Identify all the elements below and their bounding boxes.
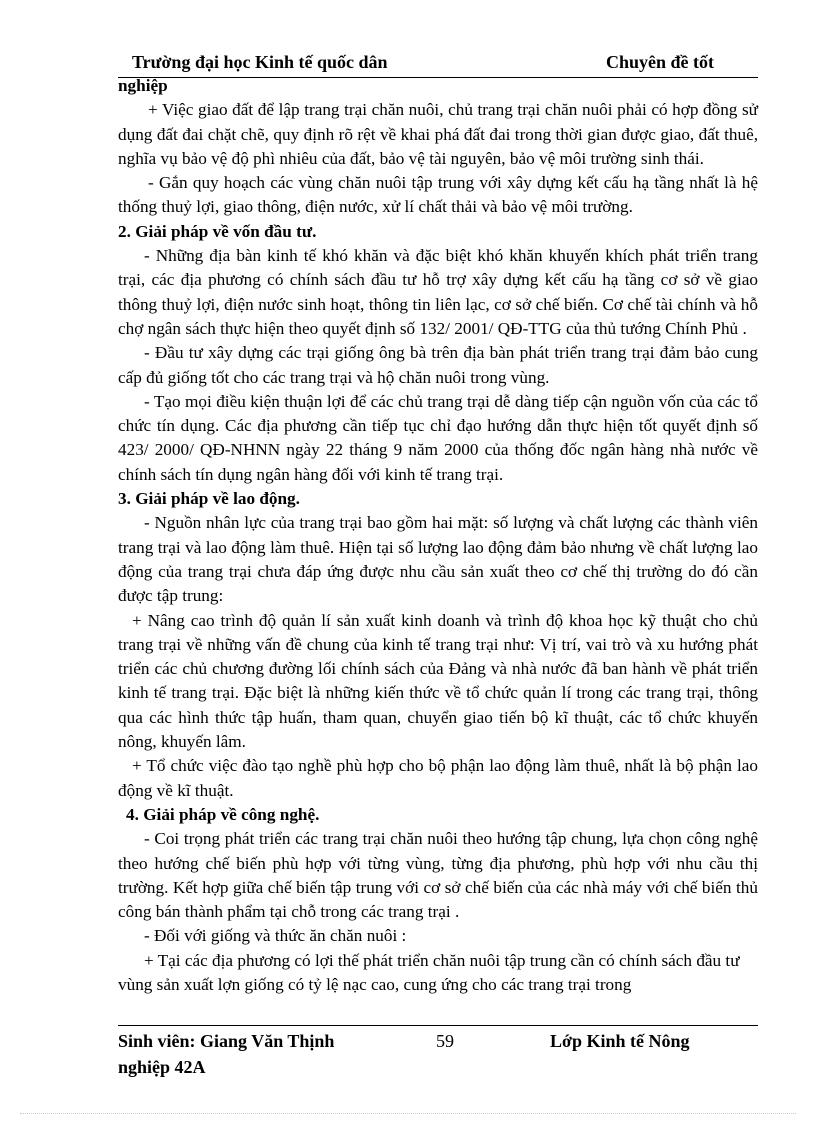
footer-divider: [118, 1025, 758, 1026]
header-university: Trường đại học Kinh tế quốc dân: [132, 52, 388, 72]
page-bottom-edge: [20, 1113, 796, 1114]
body-paragraph: + Nâng cao trình độ quản lí sản xuất kinh doanh và trình độ khoa học kỹ thuật cho chủ trang trại về những vấn đề chung của kinh tế trang trại như: Vị trí, vai trò và xu hướng phát triển các chủ chương đường lối chính sách của Đảng và nhà nước đã ban hành về phát triển kinh tế trang trại. Đặc biệt là những kiến thức về tổ chức quản lí trong các trang trại, thông qua các hình thức tập huấn, tham quan, chuyển giao tiến bộ kĩ thuật, các tổ chức khuyến nông, khuyến lâm.: [118, 610, 758, 752]
footer-student-name: Sinh viên: Giang Văn Thịnh: [118, 1031, 335, 1051]
body-paragraph: - Coi trọng phát triển các trang trại chăn nuôi theo hướng tập chung, lựa chọn công nghệ theo hướng chế biến phù hợp với từng vùng, từng địa phương, phù hợp với nhu cầu thị trường. Kết hợp giữa chế biến tập trung với cơ sở chế biến của các nhà máy với chế biến thủ công bán thành phẩm tại chỗ trong các trang trại .: [118, 829, 758, 922]
body-paragraph: + Tổ chức việc đào tạo nghề phù hợp cho bộ phận lao động làm thuê, nhất là bộ phận lao động về kĩ thuật.: [118, 756, 758, 800]
body-paragraph: - Đối với giống và thức ăn chăn nuôi :: [144, 926, 407, 946]
body-paragraph: + Việc giao đất để lập trang trại chăn nuôi, chủ trang trại chăn nuôi phải có hợp đồng sử dụng đất đai chặt chẽ, quy định rõ rệt về khai phá đất đai trong thời gian được giao, đất thuê, nghĩa vụ bảo vệ độ phì nhiêu của đất, bảo vệ tài nguyên, bảo vệ môi trường sinh thái.: [118, 100, 758, 168]
body-paragraph: - Gắn quy hoạch các vùng chăn nuôi tập trung với xây dựng kết cấu hạ tầng nhất là hệ thống thuỷ lợi, giao thông, điện nước, xử lí chất thải và bảo vệ môi trường.: [118, 173, 758, 217]
body-paragraph: - Nguồn nhân lực của trang trại bao gồm hai mặt: số lượng và chất lượng các thành viên trang trại và lao động làm thuê. Hiện tại số lượng lao động đảm bảo nhưng về chất lượng lao động của trang trại chưa đáp ứng được nhu cầu sản xuất theo cơ chế thị trường do đó cần được tập trung:: [118, 513, 758, 606]
section-heading: 4. Giải pháp về công nghệ.: [126, 804, 320, 824]
section-heading: 2. Giải pháp về vốn đầu tư.: [118, 221, 317, 241]
body-paragraph: - Đầu tư xây dựng các trại giống ông bà trên địa bàn phát triển trang trại đảm bảo cung cấp đủ giống tốt cho các trang trại và hộ chăn nuôi trong vùng.: [118, 343, 758, 387]
body-paragraph: - Tạo mọi điều kiện thuận lợi để các chủ trang trại dễ dàng tiếp cận nguồn vốn của các tổ chức tín dụng. Các địa phương cần tiếp tục chỉ đạo hướng dẫn thực hiện tốt quyết định số 423/ 2000/ QĐ-NHNN ngày 22 tháng 9 năm 2000 của thống đốc ngân hàng nhà nước về chính sách tín dụng ngân hàng đối với kinh tế trang trại.: [118, 391, 758, 484]
body-paragraph: + Tại các địa phương có lợi thế phát triển chăn nuôi tập trung cần có chính sách đầu tư vùng sản xuất lợn giống có tỷ lệ nạc cao, cung ứng cho các trang trại trong: [118, 950, 740, 994]
footer-class-continued: nghiệp 42A: [118, 1057, 206, 1077]
section-heading: 3. Giải pháp về lao động.: [118, 489, 300, 509]
document-body: [118, 74, 758, 997]
header-thesis-title: Chuyên đề tốt: [605, 52, 714, 72]
page-header: [118, 52, 758, 76]
footer-class: Lớp Kinh tế Nông: [550, 1031, 690, 1051]
section-heading: nghiệp: [118, 76, 168, 95]
body-paragraph: - Những địa bàn kinh tế khó khăn và đặc biệt khó khăn khuyến khích phát triển trang trại, các địa phương có chính sách đầu tư hỗ trợ xây dựng kết cấu hạ tầng cơ sở về giao thông thuỷ lợi, điện nước sinh hoạt, thông tin liên lạc, cơ sở chế biến. Cơ chế tài chính và hỗ chợ ngân sách thực hiện theo quyết định số 132/ 2001/ QĐ-TTG của thủ tướng Chính Phủ .: [118, 246, 758, 338]
page-number: 59: [436, 1031, 454, 1051]
